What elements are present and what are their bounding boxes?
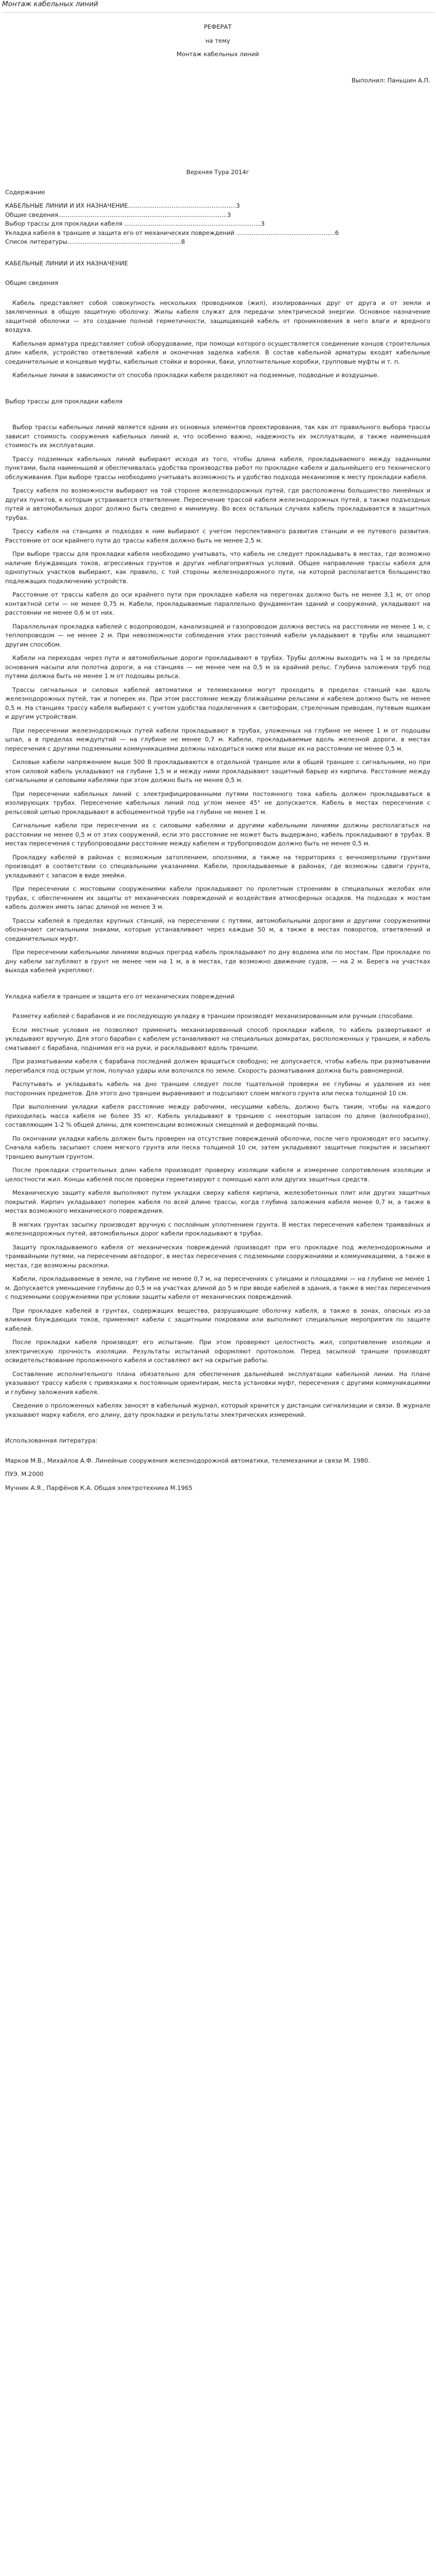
paragraph: После прокладки строительных длин кабеля производят проверку изоляции кабеля и измерение сопротивления изоляции и целостности жил. Концы кабелей после проверки герметизируют с помощью капп или других защитных средств. (5, 1166, 430, 1183)
paragraph: При пересечении с мостовыми сооружениями кабели прокладывают по пролетным строениям в специальных желобах или трубах, с обеспечением их защиты от механических повреждений и воздействия атмосферных осадков. На подходах к мостам кабель должен иметь запас длиной не менее 3 м. (5, 885, 430, 910)
paragraph: Кабели на переходах через пути и автомобильные дороги прокладывают в трубах. Трубы должны выходить на 1 м за пределы основания насыпи или полотна дороги, а на станциях — не менее чем на 0,5 м за крайний рельс. Глубина заложения труб под путями должна быть не менее 1 м от подошвы рельса. (5, 654, 430, 680)
paragraph: При выполнении укладки кабеля расстояние между рабочими, несущими кабель, должно быть таким, чтобы на каждого приходилась масса кабеля не более 35 кг. Кабель укладывают в траншею с некоторым запасом по длине (волнообразно), составляющим 1-2 % общей длины, для компенсации возможных смещений и деформаций почвы. (5, 1103, 430, 1128)
literature-heading: Использованная литература: (5, 1437, 98, 1444)
paragraph: Сведения о проложенных кабелях заносят в кабельный журнал, который хранится у дистанции сигнализации и связи. В журнале указывают марку кабеля, его длину, дату прокладки и результаты электрических измерений. (5, 1402, 430, 1418)
section-heading: КАБЕЛЬНЫЕ ЛИНИИ И ИХ НАЗНАЧЕНИЕ (5, 259, 128, 267)
cover-on-topic: на тему (205, 37, 230, 44)
paragraph: Трассу кабеля на станциях и подходах к ним выбирают с учетом перспективного развития станции и ее путевого развития. Расстояние от оси крайнего пути до трассы кабеля должно быть не менее 2,5 м. (5, 528, 430, 544)
cover-place-year: Верхняя Тура 2014г (186, 168, 250, 176)
toc-entry[interactable]: КАБЕЛЬНЫЕ ЛИНИИ И ИХ НАЗНАЧЕНИЕ.........................................................3 (5, 202, 240, 209)
cover-topic: Монтаж кабельных линий (176, 50, 259, 58)
paragraph: При разматывании кабеля с барабана последний должен вращаться свободно; не допускается, чтобы кабель при разматывании перегибался под острым углом, получал удары или волочился по земле. Скорость разматывания должна быть равномерной. (5, 1058, 430, 1074)
paragraph: Если местные условия не позволяют применить механизированный способ прокладки кабеля, то кабель развертывают и укладывают вручную. Для этого барабан с кабелем устанавливают на специальных домкратах, расположенных у траншеи, и кабель сматывают с барабана, поднимая его на руки, и раскладывают вдоль траншеи. (5, 1026, 430, 1052)
document-title: Монтаж кабельных линий (2, 0, 98, 8)
toc-list (5, 201, 430, 247)
paragraph: Трассы кабелей в пределах крупных станций, на пересечении с путями, автомобильными дорогами и другими сооружениями обозначают сигнальными знаками, которые устанавливают через каждые 50 м, а также в местах поворотов, ответвлений и соединительных муфт. (5, 917, 430, 942)
paragraph: Выбор трассы кабельных линий является одним из основных элементов проектирования, так как от правильного выбора трассы зависит стоимость сооружения кабельных линий и, что особенно важно, надежность их эксплуатации, а также наименьшая стоимость их эксплуатации. (5, 423, 430, 449)
cover-author: Выполнил: Паньшин А.П. (352, 76, 430, 84)
toc-entry[interactable]: Выбор трассы для прокладки кабеля ........................................................................3 (5, 220, 265, 227)
paragraph: Сигнальные кабели при пересечении их с силовыми кабелями и другими кабельными линиями должны располагаться на расстоянии не менее 0,5 м от этих сооружений, если это расстояние не может быть выдержано, кабель прокладывают в трубах. В местах пересечения с трубопроводами расстояние между кабелем и трубопроводом должно быть не менее 0,5 м. (5, 822, 430, 847)
paragraph: Расстояние от трассы кабеля до оси крайнего пути при прокладке кабеля на перегонах должно быть не менее 3,1 м, от опор контактной сети — не менее 0,75 м. Кабели, прокладываемые параллельно фундаментам зданий и сооружений, укладывают на расстоянии не менее 0,6 м от них. (5, 591, 430, 616)
paragraph: По окончании укладки кабель должен быть проверен на отсутствие повреждений оболочки, после чего производят его засыпку. Сначала кабель засыпают слоем мягкого грунта или песка толщиной 10 см, затем укладывают защитные покрытия и засыпают траншею вынутым грунтом. (5, 1134, 430, 1160)
literature-item: Мучник А.Я., Парфёнов К.А. Общая электротехника М.1965 (5, 1484, 193, 1492)
paragraph: Кабельные линии в зависимости от способа прокладки кабеля разделяют на подземные, подводные и воздушные. (12, 371, 379, 379)
paragraph: Кабель представляет собой совокупность нескольких проводников (жил), изолированных друг от друга и от земли и заключенных в общую защитную оболочку. Жилы кабеля служат для передачи электрической энергии. Основное назначение защитной оболочки — это создание полной герметичности, защищающей кабель от проникновения в него влаги и вредного воздуха. (5, 299, 430, 333)
paragraph: Параллельная прокладка кабелей с водопроводом, канализацией и газопроводом должна вестись на расстоянии не менее 1 м, с теплопроводом — не менее 2 м. При невозможности соблюдения этих расстояний кабели укладывают в трубы или защищают другим способом. (5, 622, 430, 648)
document-body (5, 16, 430, 1497)
paragraph: Силовые кабели напряжением выше 500 В прокладываются в отдельной траншее или в общей траншее с сигнальными, но при этом силовой кабель укладывают на глубине 1,5 м и между ними прокладывают защитный барьер из кирпича. Расстояние между сигнальными и силовыми кабелями при этом должно быть не менее 0,5 м. (5, 758, 430, 784)
toc-heading: Содержание (5, 188, 45, 196)
paragraph: Разметку кабелей с барабанов и их последующую укладку в траншеи производят механизированным или ручным способами. (12, 1012, 414, 1020)
cover-kind: РЕФЕРАТ (204, 23, 232, 30)
section-subheading: Общие сведения (5, 279, 59, 286)
title-divider (2, 12, 434, 13)
paragraph: Прокладку кабелей в районах с возможным затоплением, оползнями, а также на территориях с вечномерзлыми грунтами производят в соответствии со специальными указаниями. Кабели, прокладываемые в районах, где возможны сдвиги грунта, укладывают с запасом в виде змейки. (5, 853, 430, 879)
paragraph: Трассу кабеля по возможности выбирают на той стороне железнодорожных путей, где расположены большинство линейных и других пунктов, к которым устраивается ответвление. Пересечение трассой кабеля железнодорожных путей, а также подъездных путей и автомобильных дорог должно быть сведено к минимуму. Во всех остальных случаях кабель прокладывается в защитных трубах. (5, 487, 430, 521)
paragraph: Трассы сигнальных и силовых кабелей автоматики и телемеханики могут проходить в пределах станций как вдоль железнодорожных путей, так и поперек их. При этом расстояние между ближайшими рельсами и кабелем должно быть не менее 0,5 м. На станциях трассу кабеля выбирают с учетом удобства подключения к светофорам, стрелочным приводам, путевым ящикам и другим устройствам. (5, 686, 430, 720)
toc-entry[interactable]: Общие сведения.........................................................................................3 (5, 211, 231, 218)
paragraph: При пересечении кабельными линиями водных преград кабель прокладывают по дну водоема или по мостам. При прокладке по дну кабели заглубляют в грунт не менее чем на 1 м, а в местах, где возможно движение судов, — на 2 м. Берега на участках выхода кабелей укрепляют. (5, 948, 430, 974)
paragraph: При выборе трассы для прокладки кабеля необходимо учитывать, что кабель не следует прокладывать в местах, где возможно наличие блуждающих токов, агрессивных грунтов и других неблагоприятных условий. Общее направление трассы кабеля для однопутных участков выбирают, как правило, с той стороны железнодорожного пути, на которой располагается большинство подлежащих подключению устройств. (5, 550, 430, 585)
paragraph: При пересечении кабельных линий с электрифицированными путями постоянного тока кабель должен прокладываться в изолирующих трубах. Пересечение кабельных линий под углом менее 45° не допускается. Кабель в местах пересечения с рельсовой цепью прокладывают в асбоцементной трубе на глубине не менее 1 м. (5, 790, 430, 816)
toc-entry[interactable]: Укладка кабеля в траншее и защита его от механических повреждений ....................................................6 (5, 229, 339, 236)
toc-entry[interactable]: Список литературы............................................................8 (5, 238, 185, 245)
literature-item: ПУЭ. М.2000 (5, 1470, 44, 1478)
paragraph: При прокладке кабелей в грунтах, содержащих вещества, разрушающие оболочку кабеля, а также в зонах, опасных из-за влияния блуждающих токов, применяют кабели с защитными покровами или выполняют специальные мероприятия по защите кабелей. (5, 1307, 430, 1332)
section-heading: Укладка кабеля в траншее и защита его от механических повреждений (5, 992, 235, 1000)
paragraph: Распутывать и укладывать кабель на дно траншеи следует после тщательной проверки ее глубины и удаления из нее посторонних предметов. Для этого дно траншеи выравнивают и подсыпают слоем мягкого грунта или песка толщиной 10 см. (5, 1080, 430, 1097)
paragraph: Кабели, прокладываемые в земле, на глубине не менее 0,7 м, на пересечениях с улицами и площадями — на глубине не менее 1 м. Допускается уменьшение глубины до 0,5 м на участках длиной до 5 м при вводе кабелей в здания, а также в местах пересечения с подземными сооружениями при условии защиты кабеля от механических повреждений. (5, 1275, 430, 1300)
paragraph: Кабельная арматура представляет собой оборудование, при помощи которого осуществляется соединение концов строительных длин кабеля, устройство ответвлений кабеля и оконечная заделка кабеля. В состав кабельной арматуры входят кабельные соединительные и концевые муфты, кабельные стойки и воронки, баки, уплотнительные коробки, групповые муфты и т. п. (5, 340, 430, 365)
section-heading: Выбор трассы для прокладки кабеля (5, 397, 123, 405)
paragraph: Трассу подземных кабельных линий выбирают исходя из того, чтобы длина кабеля, прокладываемого между заданными пунктами, была наименьшей и обеспечивалась удобства производства работ по прокладке кабеля и дальнейшего его технического обслуживания. При выборе трассы необходимо учитывать возможность и удобство подхода механизмов к месту прокладки кабеля. (5, 455, 430, 481)
literature-item: Марков М.В., Михайлов А.Ф. Линейные сооружения железнодорожной автоматики, телемеханики и связи М. 1980. (5, 1456, 370, 1464)
paragraph: Защиту прокладываемого кабеля от механических повреждений производят при его прокладке под железнодорожными и трамвайными путями, на пересечении автодорог, в местах пересечения с подземными сооружениями и коммуникациями, а также в местах, где возможны раскопки. (5, 1243, 430, 1269)
paragraph: Составление исполнительного плана обязательно для обеспечения дальнейшей эксплуатации кабельной линии. На плане указывают трассу кабеля с привязками к постоянным ориентирам, места установки муфт, пересечения с другими коммуникациями и глубину заложения кабеля. (5, 1370, 430, 1396)
paragraph: При пересечении железнодорожных путей кабели прокладывают в трубах, уложенных на глубине не менее 1 м от подошвы шпал, а в пределах междупутий — на глубине не менее 0,7 м. Кабели, прокладываемые вдоль железной дороги, в местах пересечения с другими подземными коммуникациями должны находиться ниже или выше их на расстоянии не менее 0,5 м. (5, 726, 430, 752)
paragraph: Механическую защиту кабеля выполняют путем укладки сверху кабеля кирпича, железобетонных плит или других защитных покрытий. Кирпич укладывают поперек кабеля по всей длине трассы, когда глубина заложения кабеля менее 0,7 м, а также в местах возможного механического повреждения. (5, 1189, 430, 1214)
paragraph: В мягких грунтах засыпку производят вручную с послойным уплотнением грунта. В местах пересечения кабелем трамвайных и железнодорожных путей, автомобильных дорог кабели прокладывают в трубах. (5, 1221, 430, 1237)
paragraph: После прокладки кабеля производят его испытание. При этом проверяют целостность жил, сопротивление изоляции и электрическую прочность изоляции. Результаты испытаний оформляют протоколом. Перед засыпкой траншеи производят освидетельствование проложенного кабеля и составляют акт на скрытые работы. (5, 1338, 430, 1364)
